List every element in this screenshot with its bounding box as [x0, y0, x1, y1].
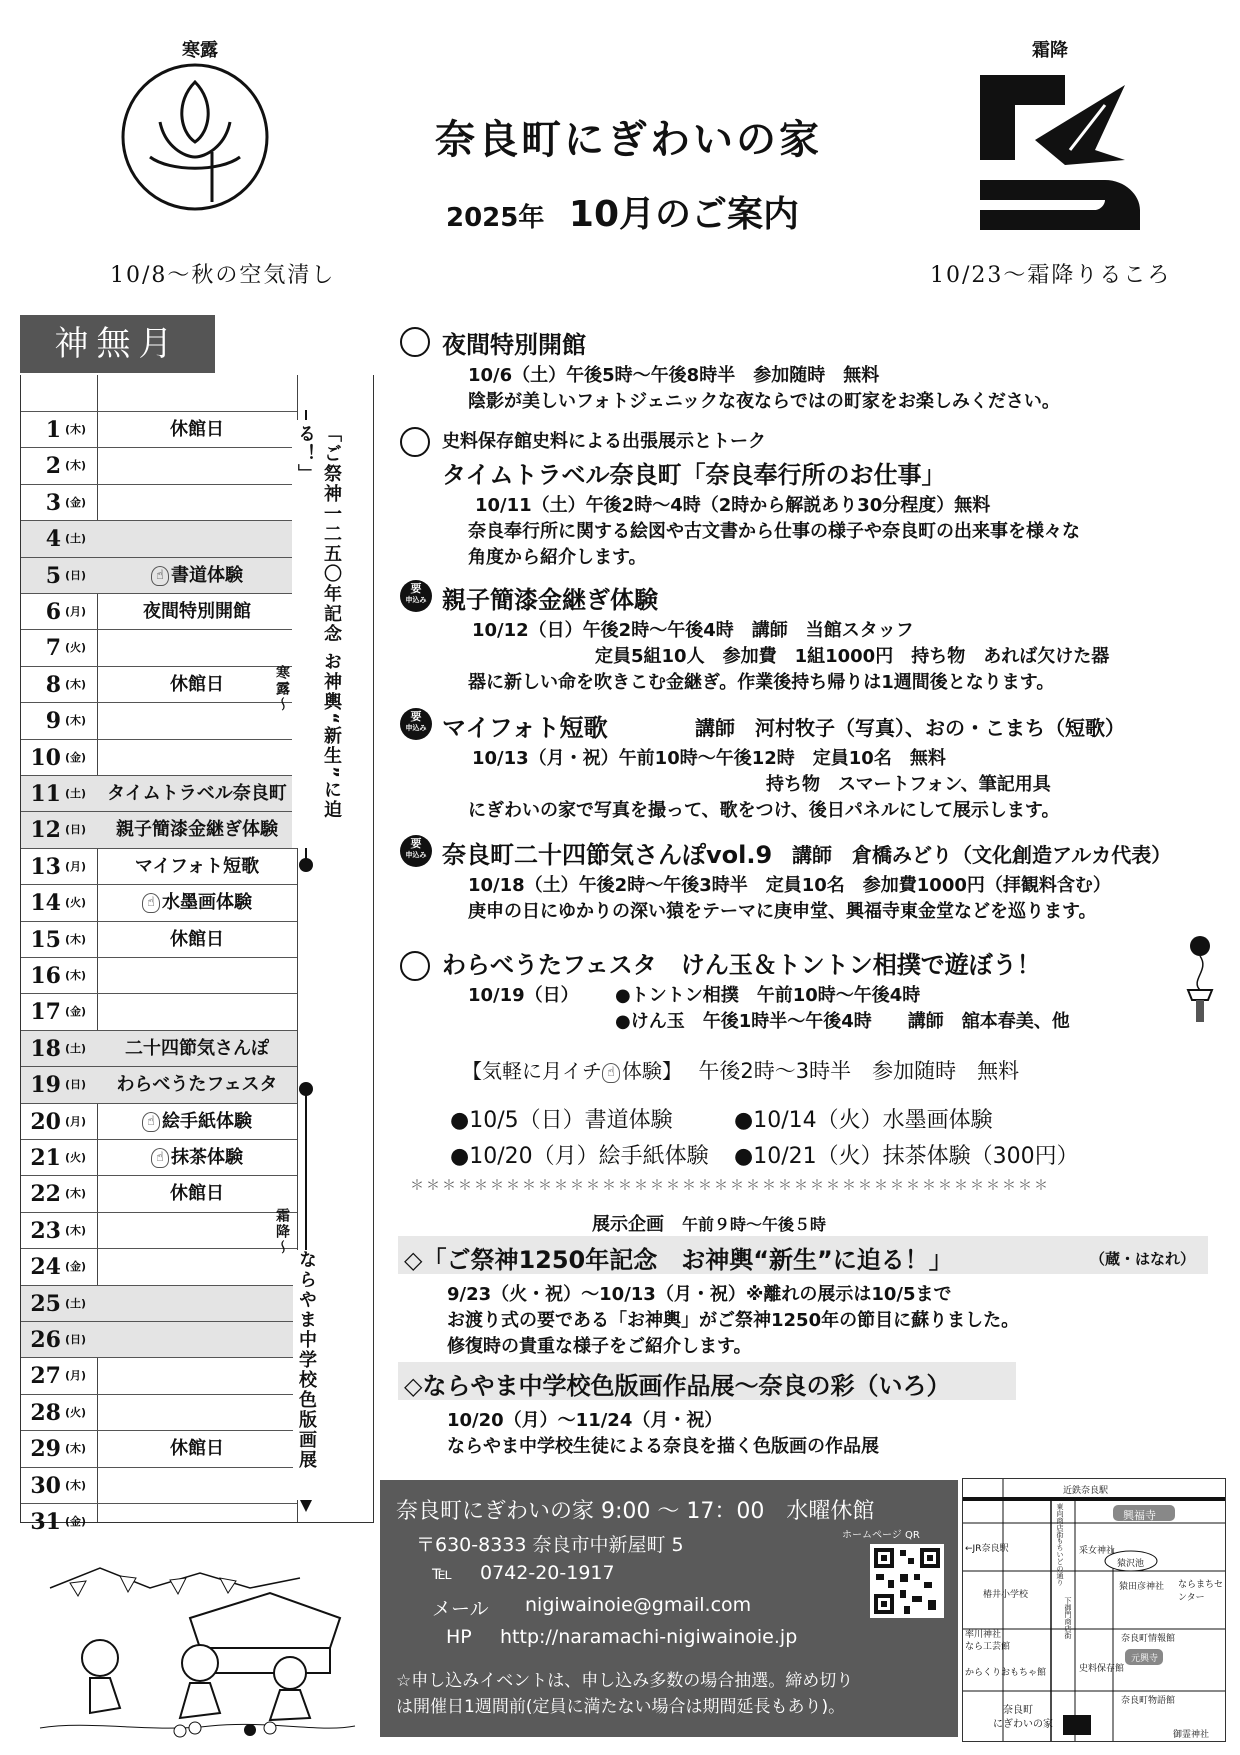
day-event-label: 夜間特別開館	[143, 601, 251, 622]
calendar-day-row	[21, 447, 297, 484]
weekday: (日)	[65, 1333, 87, 1346]
day-event-label: 休館日	[170, 928, 224, 950]
day-event	[99, 849, 295, 885]
day-number: 29	[30, 1436, 61, 1463]
weekday: (土)	[65, 1041, 87, 1055]
tel-number: 0742-20-1917	[480, 1562, 615, 1584]
event-date: 10/6（土）午後5時～午後8時半 参加随時 無料	[468, 365, 880, 386]
day-event	[99, 412, 295, 448]
contact-info-panel	[380, 1480, 958, 1737]
event-date: 10/13（月・祝）午前10時～午後12時 定員10名 無料	[472, 748, 946, 769]
application-note: は開催日1週間前(定員に満たない場合は期間延長もあり)。	[396, 1697, 846, 1717]
weekday: (火)	[65, 641, 87, 655]
day-number: 20	[30, 1108, 61, 1135]
calendar-day-row	[21, 1248, 297, 1285]
calendar-day-row	[21, 702, 297, 739]
day-number: 2	[45, 453, 61, 480]
event-desc: 器に新しい命を吹きこむ金継ぎ。作業後持ち帰りは1週間後となります。	[468, 672, 1055, 693]
hp-url[interactable]: http://naramachi-nigiwainoie.jp	[500, 1626, 798, 1648]
day-event-label: 休館日	[170, 419, 224, 440]
day-event-label: 絵手紙体験	[162, 1110, 252, 1132]
soko-mark: 霜降～	[274, 1208, 290, 1256]
day-event-label: タイムトラベル奈良町	[107, 783, 287, 804]
open-circle-icon	[400, 951, 430, 981]
weekday: (金)	[65, 1260, 87, 1274]
day-number: 30	[30, 1472, 61, 1499]
weekday: (火)	[65, 896, 87, 910]
calendar-day-row	[21, 557, 297, 594]
day-event	[99, 594, 295, 630]
day-event	[99, 812, 295, 848]
open-circle-icon	[400, 327, 430, 357]
mail-address[interactable]: nigiwainoie@gmail.com	[525, 1594, 752, 1616]
weekday: (月)	[65, 1114, 87, 1128]
day-number: 31	[30, 1509, 61, 1535]
calendar-day-row	[21, 1321, 297, 1358]
day-number: 3	[45, 489, 61, 516]
calendar-day-row	[21, 1175, 297, 1212]
weekday: (木)	[65, 1223, 87, 1237]
calendar-day-row	[21, 1430, 297, 1467]
calendar-header-row	[21, 375, 373, 411]
weekday: (土)	[65, 787, 87, 800]
calendar-day-row	[21, 1467, 297, 1504]
day-number: 26	[30, 1327, 61, 1353]
right-season-caption: 10/23～霜降りるころ	[930, 263, 1172, 288]
weekday: (金)	[65, 1515, 87, 1528]
day-number: 13	[30, 853, 61, 880]
event-title: タイムトラベル奈良町「奈良奉行所のお仕事」	[442, 461, 946, 489]
weekday: (木)	[65, 677, 87, 691]
calendar-day-row	[21, 1139, 297, 1176]
kanro-emblem	[120, 62, 270, 212]
weekday: (日)	[65, 568, 87, 582]
weekday: (土)	[65, 1296, 87, 1310]
calendar-day-row	[21, 921, 297, 958]
exhibition1-dates: 9/23（火・祝）～10/13（月・祝）※離れの展示は10/5まで	[447, 1284, 952, 1305]
day-number: 14	[30, 890, 61, 917]
pointing-hand-icon: ☝	[602, 1063, 620, 1083]
event-date: 10/18（土）午後2時～午後3時半 定員10名 参加費1000円（拝観料含む）	[468, 875, 1111, 896]
calendar-day-row	[21, 484, 297, 521]
day-event-label: 水墨画体験	[162, 892, 252, 914]
event-date: 10/11（土）午後2時～4時（2時から解説あり30分程度）無料	[475, 495, 991, 516]
day-event-label: 休館日	[170, 1438, 224, 1460]
exhibition-heading: 展示企画 午前９時～午後５時	[592, 1214, 827, 1235]
soko-emblem	[975, 70, 1145, 235]
children-playing-illustration	[30, 1548, 360, 1738]
day-number: 17	[30, 999, 61, 1026]
calendar-day-row	[21, 411, 297, 448]
day-number: 8	[45, 671, 61, 698]
day-number: 1	[45, 417, 61, 443]
exhibition1-place: （蔵・はなれ）	[1090, 1250, 1196, 1268]
day-event	[99, 558, 295, 594]
event-date: 10/12（日）午後2時～午後4時 講師 当館スタッフ	[472, 620, 914, 641]
day-event-label: 抹茶体験	[171, 1147, 243, 1168]
exhibition2-title: ◇ならやま中学校色版画作品展～奈良の彩（いろ）	[404, 1372, 951, 1400]
month-name-tab: 神無月	[20, 315, 215, 373]
event-title: 奈良町二十四節気さんぽvol.9	[442, 841, 773, 869]
day-event	[99, 1431, 295, 1467]
day-number: 11	[30, 781, 61, 807]
weekday: (金)	[65, 750, 87, 764]
weekday: (木)	[65, 714, 87, 728]
application-required-badge: 要 申込み	[400, 580, 432, 612]
event-detail: ●けん玉 午後1時半～午後4時 講師 舘本春美、他	[615, 1011, 1070, 1032]
event-pretitle: 史料保存館史料による出張展示とトーク	[442, 431, 766, 452]
weekday: (金)	[65, 1005, 87, 1019]
day-event-label: 二十四節気さんぽ	[125, 1037, 269, 1059]
weekday: (月)	[65, 605, 87, 618]
calendar-day-row	[21, 957, 297, 994]
qr-code[interactable]	[870, 1544, 944, 1618]
day-number: 9	[45, 708, 61, 735]
day-number: 7	[45, 635, 61, 662]
year-label: 2025年	[446, 203, 545, 233]
weekday: (木)	[65, 459, 87, 473]
day-number: 25	[30, 1290, 61, 1317]
weekday: (火)	[65, 1151, 87, 1164]
event-teacher: 講師 河村牧子（写真）、おの・こまち（短歌）	[695, 716, 1125, 740]
event-desc: 陰影が美しいフォトジェニックな夜ならではの町家をお楽しみください。	[468, 391, 1060, 412]
calendar-day-row	[21, 666, 297, 703]
day-number: 27	[30, 1363, 61, 1390]
weekday: (木)	[65, 423, 87, 436]
month-guide-label: 10月のご案内	[568, 194, 800, 235]
event-title: 親子簡漆金継ぎ体験	[442, 586, 658, 614]
taiken-item: ●10/5（日）書道体験	[450, 1108, 673, 1133]
event-title: 夜間特別開館	[442, 331, 586, 359]
pointing-hand-icon: ☝	[142, 893, 160, 913]
calendar-day-row	[21, 739, 297, 776]
weekday: (木)	[65, 1187, 87, 1201]
day-event-label: わらべうたフェスタ	[116, 1074, 278, 1096]
event-detail: 定員5組10人 参加費 1組1000円 持ち物 あれば欠けた器	[595, 646, 1110, 667]
event-date: 10/19（日）	[468, 985, 579, 1006]
exhibition1-desc: お渡り式の要である「お神輿」がご祭神1250年の節目に蘇りました。	[447, 1310, 1020, 1331]
calendar-day-row	[21, 993, 297, 1030]
day-event-label: 休館日	[170, 1183, 224, 1205]
exhibition1-desc: 修復時の貴重な様子をご紹介します。	[447, 1336, 752, 1357]
day-number: 10	[30, 744, 61, 771]
taiken-heading: 【気軽に月イチ ☝ 体験】 午後2時～3時半 参加随時 無料	[462, 1059, 1020, 1083]
day-number: 24	[30, 1254, 61, 1281]
calendar-day-row	[21, 1066, 297, 1103]
day-number: 5	[45, 562, 61, 589]
day-event	[99, 1140, 295, 1176]
event-desc: 角度から紹介します。	[468, 547, 647, 568]
day-event	[99, 667, 295, 703]
event-desc: にぎわいの家で写真を撮って、歌をつけ、後日パネルにして展示します。	[468, 800, 1060, 821]
exhibition2-desc: ならやま中学校生徒による奈良を描く色版画の作品展	[447, 1436, 879, 1457]
weekday: (木)	[65, 1478, 87, 1492]
calendar-day-row	[21, 593, 297, 630]
exhibition1-title: ◇「ご祭神1250年記念 お神輿“新生”に迫る！」	[404, 1246, 953, 1274]
weekday: (金)	[65, 495, 87, 509]
event-detail: 持ち物 スマートフォン、筆記用具	[766, 774, 1051, 795]
address: 〒630-8333 奈良市中新屋町 5	[416, 1534, 684, 1556]
hp-label: HP	[446, 1626, 472, 1648]
exhibit1-period-end-dot	[299, 858, 313, 872]
mail-label: メール	[432, 1598, 489, 1620]
day-event-label: 休館日	[170, 673, 224, 695]
pointing-hand-icon: ☝	[151, 1148, 169, 1168]
day-event	[99, 885, 295, 921]
day-event	[99, 1067, 295, 1103]
day-number: 23	[30, 1217, 61, 1244]
exhibit1-vertical-label: 「ご祭神一二五〇年記念 お神輿“新生”に迫る！」	[292, 420, 344, 848]
day-event-label: 親子簡漆金継ぎ体験	[116, 819, 278, 841]
application-note: ☆申し込みイベントは、申し込み多数の場合抽選。締め切り	[396, 1671, 854, 1691]
calendar-day-row	[21, 1394, 297, 1431]
pointing-hand-icon: ☝	[142, 1112, 160, 1132]
star-divider: ＊＊＊＊＊＊＊＊＊＊＊＊＊＊＊＊＊＊＊＊＊＊＊＊＊＊＊＊＊＊＊＊＊＊＊＊＊＊＊＊	[410, 1178, 1050, 1194]
calendar-day-row	[21, 848, 297, 885]
left-season-label: 寒露	[182, 40, 218, 61]
kanro-mark: 寒露～	[274, 665, 290, 713]
application-required-badge: 要 申込み	[400, 708, 432, 740]
calendar-day-row	[21, 629, 297, 666]
homepage-qr-label: ホームページ QR	[842, 1530, 920, 1541]
venue-hours: 奈良町にぎわいの家 9:00 ～ 17：00 水曜休館	[396, 1499, 875, 1524]
exhibition2-dates: 10/20（月）～11/24（月・祝）	[447, 1410, 723, 1431]
calendar-day-row	[21, 1212, 297, 1249]
day-event	[99, 1176, 295, 1212]
calendar-day-row	[21, 1357, 297, 1394]
calendar-day-row	[21, 1285, 297, 1322]
weekday: (月)	[65, 859, 87, 873]
event-detail: ●トントン相撲 午前10時～午後4時	[615, 985, 921, 1006]
weekday: (日)	[65, 823, 87, 837]
day-number: 12	[30, 817, 61, 844]
day-number: 4	[45, 526, 61, 553]
weekday: (土)	[65, 532, 87, 546]
day-event-label: マイフォト短歌	[134, 855, 260, 877]
taiken-item: ●10/20（月）絵手紙体験	[450, 1144, 709, 1169]
application-required-badge: 要 申込み	[400, 835, 432, 867]
taiken-item: ●10/21（火）抹茶体験（300円）	[734, 1144, 1079, 1169]
calendar-day-row	[21, 1503, 297, 1540]
weekday: (木)	[65, 969, 87, 982]
event-desc: 庚申の日にゆかりの深い猿をテーマに庚申堂、興福寺東金堂などを巡ります。	[468, 901, 1097, 922]
right-season-label: 霜降	[1032, 40, 1068, 61]
calendar-day-row	[21, 884, 297, 921]
exhibit2-arrowhead	[299, 1498, 313, 1512]
open-circle-icon	[400, 427, 430, 457]
day-event	[99, 1104, 295, 1140]
taiken-time: 午後2時～3時半 参加随時 無料	[698, 1059, 1020, 1083]
event-teacher: 講師 倉橋みどり（文化創造アルカ代表）	[792, 843, 1172, 867]
day-number: 22	[30, 1181, 61, 1208]
day-number: 18	[30, 1035, 61, 1062]
calendar-day-row	[21, 520, 297, 557]
calendar-day-row	[21, 1103, 297, 1140]
weekday: (日)	[65, 1078, 87, 1092]
day-event-label: 書道体験	[171, 564, 243, 586]
pointing-hand-icon: ☝	[151, 566, 169, 586]
weekday: (月)	[65, 1369, 87, 1383]
left-season-caption: 10/8～秋の空気清し	[110, 263, 336, 288]
tel-label: ℡	[432, 1562, 453, 1584]
day-event	[99, 1031, 295, 1067]
day-event	[99, 922, 295, 958]
calendar-day-row	[21, 1030, 297, 1067]
exhibit2-vertical-label: ならやま中学校色版画展	[293, 1250, 319, 1500]
event-title: わらべうたフェスタ けん玉＆トントン相撲で遊ぼう！	[442, 951, 1041, 979]
weekday: (木)	[65, 1442, 87, 1456]
weekday: (火)	[65, 1405, 87, 1419]
kendama-illustration	[1170, 930, 1230, 1025]
page-title: 奈良町にぎわいの家	[435, 117, 822, 163]
calendar-day-row	[21, 811, 297, 848]
day-event	[99, 776, 295, 812]
event-title: マイフォト短歌	[442, 714, 608, 742]
day-number: 15	[30, 926, 61, 953]
day-number: 6	[45, 599, 61, 625]
weekday: (木)	[65, 932, 87, 946]
day-number: 21	[30, 1145, 61, 1171]
day-number: 28	[30, 1399, 61, 1426]
event-desc: 奈良奉行所に関する絵図や古文書から仕事の様子や奈良町の出来事を様々な	[468, 521, 1080, 542]
taiken-item: ●10/14（火）水墨画体験	[734, 1108, 993, 1133]
calendar-day-row	[21, 775, 297, 812]
page-subtitle	[446, 186, 799, 237]
day-number: 16	[30, 963, 61, 989]
day-number: 19	[30, 1072, 61, 1099]
access-map[interactable]: 近鉄奈良駅 興福寺 東向商店街 ←JR奈良駅 采女神社 猿沢池 もちいどの通り 猿田彦神社 ならまちセンター 椿井小学校 下御門商店街 率川神社 奈良町情報館 なら工芸館 元興寺 からくりおもちゃ館 史料保存館 奈良町物語館 奈良町 にぎわいの家 御霊神社	[962, 1478, 1226, 1742]
